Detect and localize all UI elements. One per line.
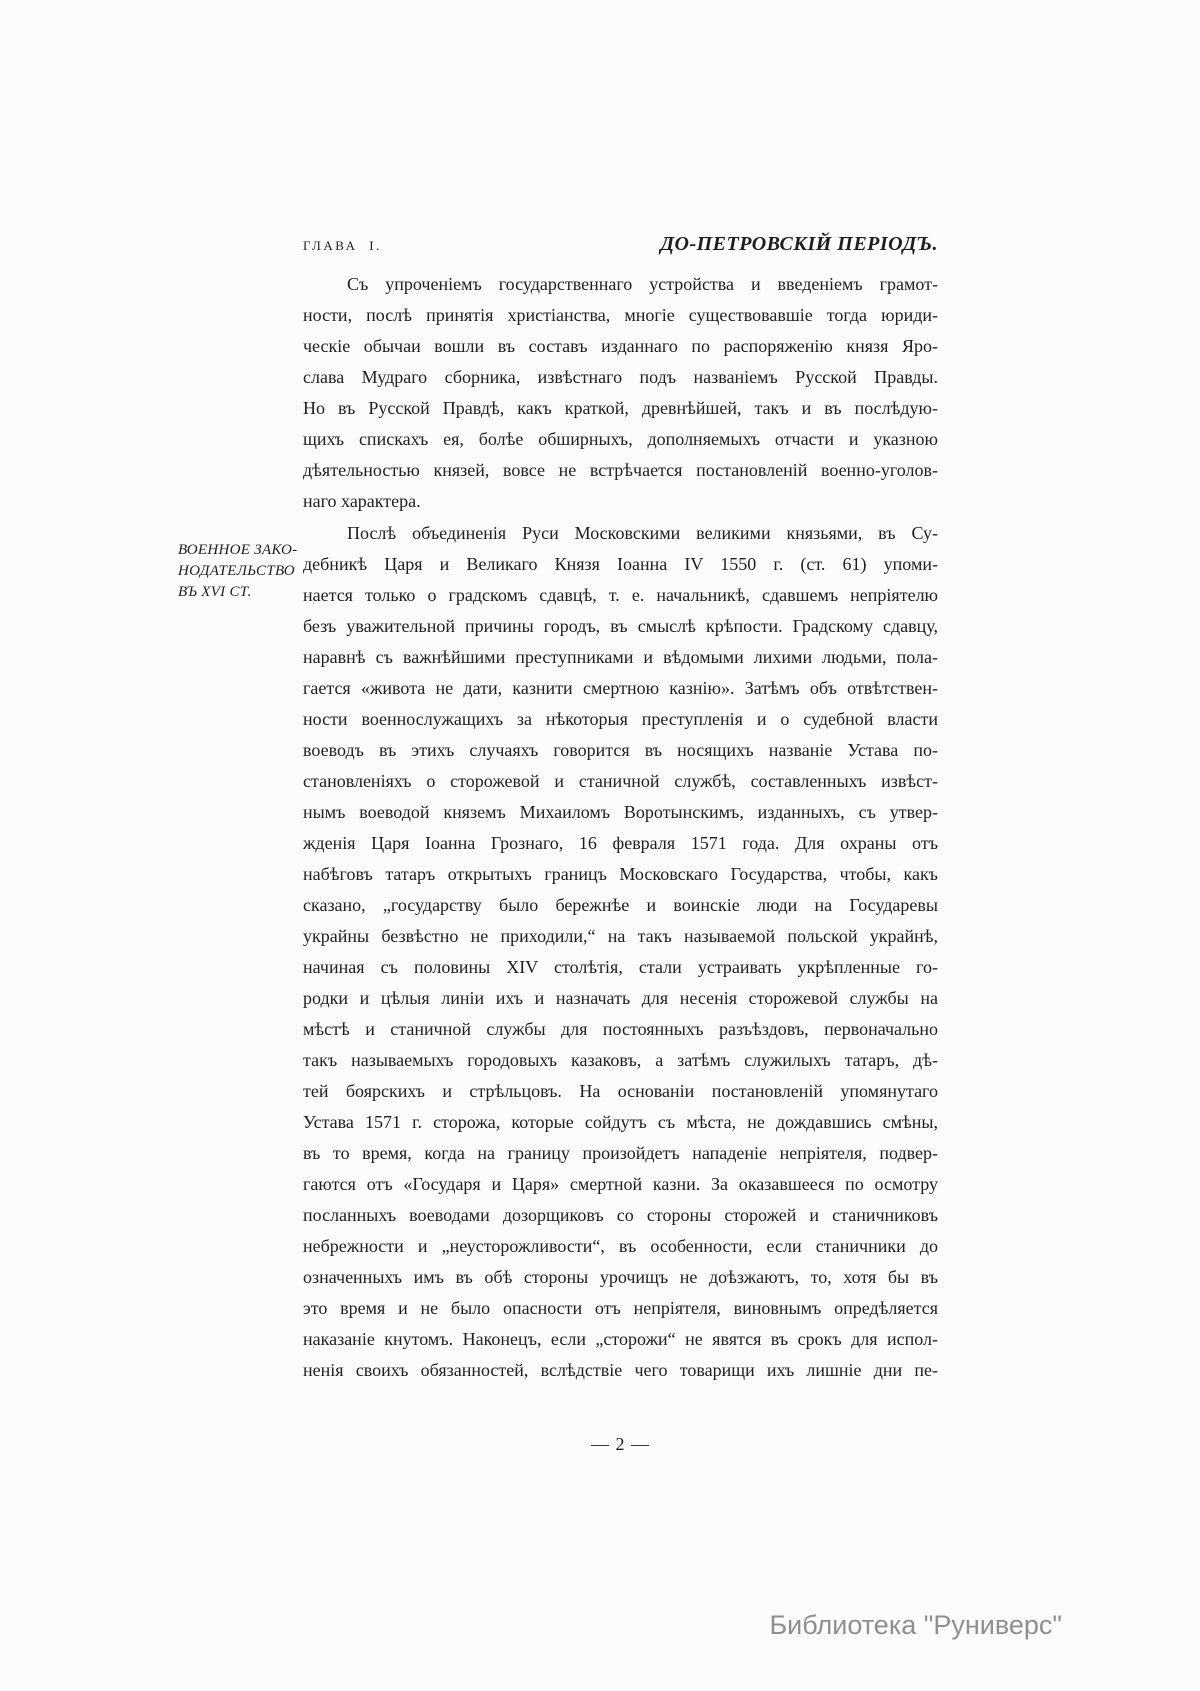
text-line: это время и не было опасности отъ непріятеля, виновнымъ опредѣляется — [303, 1298, 938, 1318]
text-line: Устава 1571 г. сторожа, которые сойдутъ съ мѣста, не дождавшись смѣны, — [303, 1112, 938, 1132]
text-line: нается только о градскомъ сдавцѣ, т. е. начальникѣ, сдавшемъ непріятелю — [303, 585, 938, 605]
text-line: ческіе обычаи вошли въ составъ изданнаго по распоряженію князя Яро- — [303, 336, 938, 356]
text-line: дебникѣ Царя и Великаго Князя Іоанна IV 1550 г. (ст. 61) упоми- — [303, 554, 938, 574]
text-line: слава Мудраго сборника, извѣстнаго подъ названіемъ Русской Правды. — [303, 367, 938, 387]
text-line: сказано, „государству было бережнѣе и воинскіе люди на Государевы — [303, 895, 938, 915]
running-header — [303, 233, 938, 256]
text-line: означенныхъ имъ въ обѣ стороны урочищъ не доѣзжаютъ, то, хотя бы въ — [303, 1267, 938, 1287]
text-line: родки и цѣлыя линіи ихъ и назначать для несенія сторожевой службы на — [303, 988, 938, 1008]
chapter-label: ГЛАВА I. — [303, 238, 382, 253]
text-line: Съ упроченіемъ государственнаго устройства и введеніемъ грамот- — [347, 274, 938, 294]
text-line: нымъ воеводой княземъ Михаиломъ Воротынскимъ, изданныхъ, съ утвер- — [303, 802, 938, 822]
text-line: ности военнослужащихъ за нѣкоторыя преступленія и о судебной власти — [303, 709, 938, 729]
text-line: наказаніе кнутомъ. Наконецъ, если „сторожи“ не явятся въ срокъ для испол- — [303, 1329, 938, 1349]
section-title: ДО-ПЕТРОВСКІЙ ПЕРІОДЪ. — [660, 233, 938, 255]
text-line: гаются отъ «Государя и Царя» смертной казни. За оказавшееся по осмотру — [303, 1174, 938, 1194]
text-line: ненія своихъ обязанностей, вслѣдствіе чего товарищи ихъ лишніе дни пе- — [303, 1360, 938, 1380]
text-line: такъ называемыхъ городовыхъ казаковъ, а затѣмъ служилыхъ татаръ, дѣ- — [303, 1050, 938, 1070]
body-text — [303, 269, 938, 1386]
paragraph-2 — [303, 518, 938, 1386]
text-line: безъ уважительной причины городъ, въ смыслѣ крѣпости. Градскому сдавцу, — [303, 616, 938, 636]
margin-note-line: ВЪ XVI СТ. — [178, 584, 252, 600]
text-line: посланныхъ воеводами дозорщиковъ со стороны сторожей и станичниковъ — [303, 1205, 938, 1225]
text-line: воеводъ въ этихъ случаяхъ говорится въ носящихъ названіе Устава по- — [303, 740, 938, 760]
margin-note — [178, 540, 304, 603]
text-line: щихъ спискахъ ея, болѣе обширныхъ, дополняемыхъ отчасти и указною — [303, 429, 938, 449]
text-line: наго характера. — [303, 491, 421, 511]
text-line: небрежности и „неусторожливости“, въ особенности, если станичники до — [303, 1236, 938, 1256]
library-watermark: Библиотека "Руниверс" — [769, 1610, 1062, 1640]
text-line: наравнѣ съ важнѣйшими преступниками и вѣдомыми лихими людьми, пола- — [303, 647, 938, 667]
page-number: — 2 — — [591, 1434, 650, 1454]
paragraph-1 — [303, 269, 938, 517]
text-line: гается «живота не дати, казнити смертною казнію». Затѣмъ объ отвѣтствен- — [303, 678, 938, 698]
text-line: дѣятельностью князей, вовсе не встрѣчается постановленій военно-уголов- — [303, 460, 938, 480]
text-line: украйны безвѣстно не приходили,“ на такъ называемой польской украйнѣ, — [303, 926, 938, 946]
text-line: мѣстѣ и станичной службы для постоянныхъ разъѣздовъ, первоначально — [303, 1019, 938, 1039]
margin-note-line: НОДАТЕЛЬСТВО — [178, 563, 295, 579]
text-line: Но въ Русской Правдѣ, какъ краткой, древнѣйшей, такъ и въ послѣдую- — [303, 398, 938, 418]
margin-note-line: ВОЕННОЕ ЗАКО- — [178, 542, 298, 558]
text-line: набѣговъ татаръ открытыхъ границъ Московскаго Государства, чтобы, какъ — [303, 864, 938, 884]
text-line: въ то время, когда на границу произойдетъ нападеніе непріятеля, подвер- — [303, 1143, 938, 1163]
text-line: ности, послѣ принятія христіанства, многіе существовавшіе тогда юриди- — [303, 305, 938, 325]
text-line: Послѣ объединенія Руси Московскими великими князьями, въ Су- — [347, 523, 938, 543]
text-line: становленіяхъ о сторожевой и станичной службѣ, составленныхъ извѣст- — [303, 771, 938, 791]
text-line: начиная съ половины XIV столѣтія, стали устраивать укрѣпленные го- — [303, 957, 938, 977]
text-line: тей боярскихъ и стрѣльцовъ. На основаніи постановленій упомянутаго — [303, 1081, 938, 1101]
text-line: жденія Царя Іоанна Грознаго, 16 февраля 1571 года. Для охраны отъ — [303, 833, 938, 853]
